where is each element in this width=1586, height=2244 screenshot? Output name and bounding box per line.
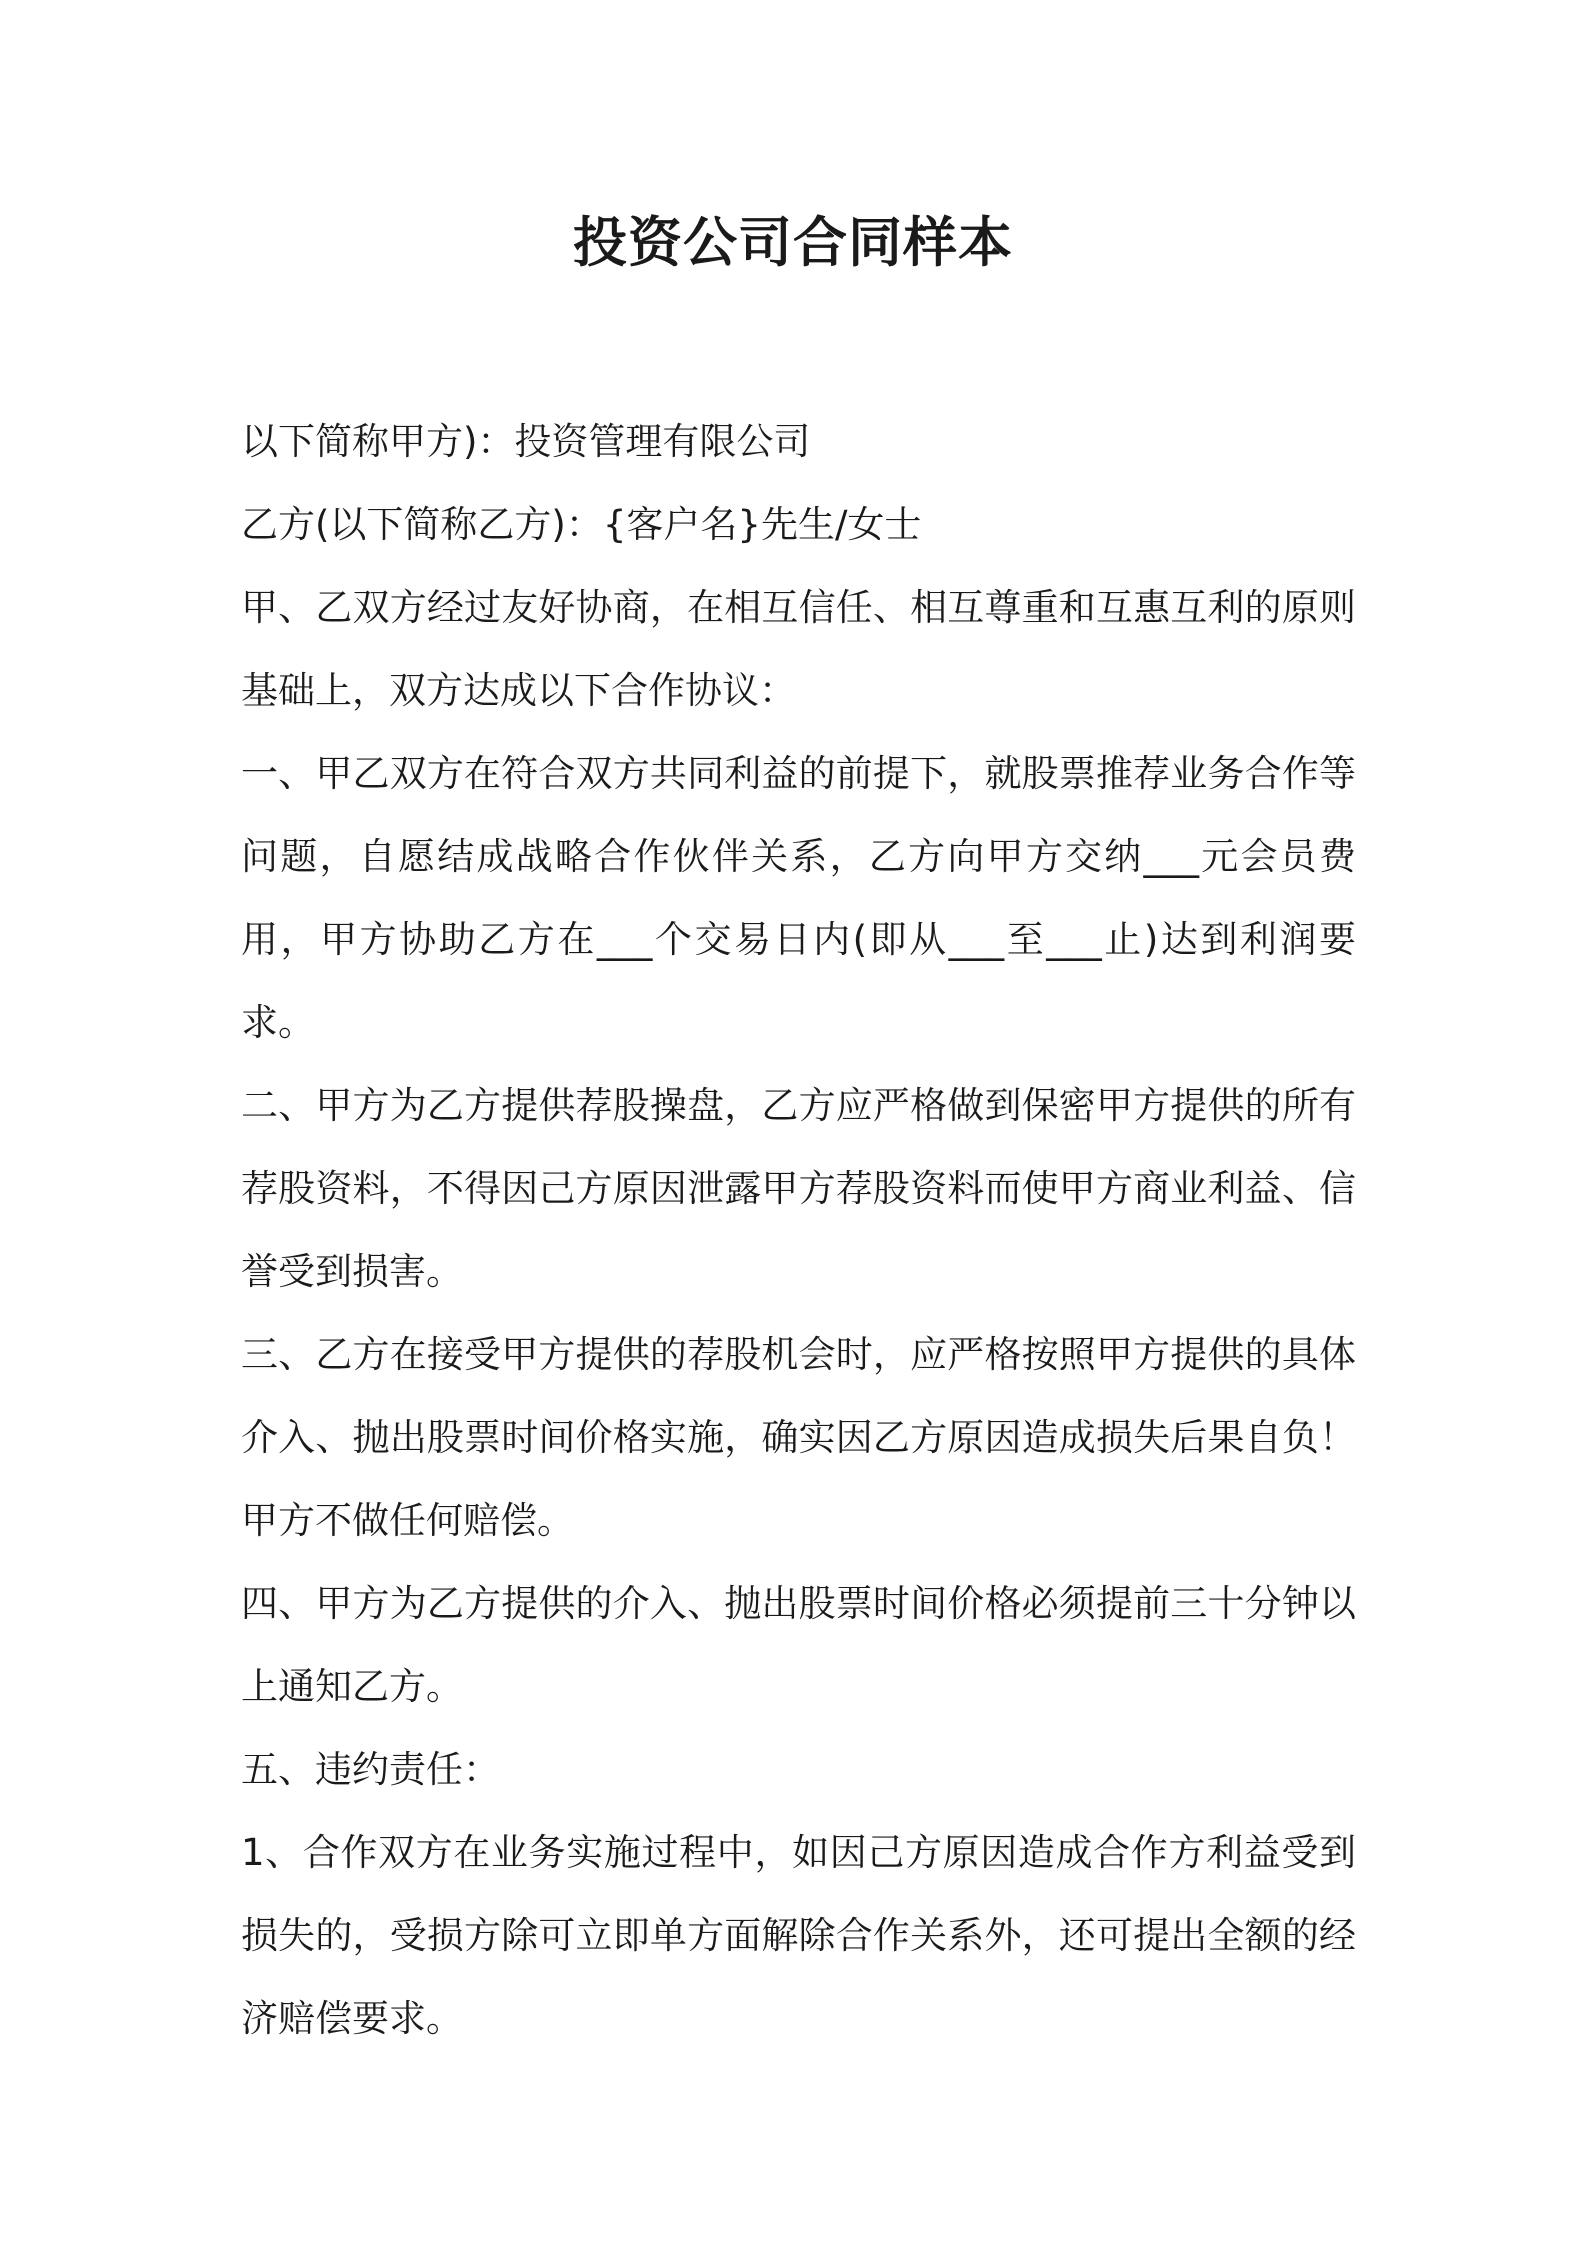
clause-5-heading: 五、违约责任： <box>241 1748 500 1791</box>
party-a-line: 以下简称甲方)：投资管理有限公司 <box>241 420 811 463</box>
clause-4: 四、甲方为乙方提供的介入、抛出股票时间价格必须提前三十分钟以上通知乙方。 <box>241 1582 1356 1708</box>
clause-5-item-1: 1、合作双方在业务实施过程中，如因己方原因造成合作方利益受到损失的，受损方除可立即单方面解除合作关系外，还可提出全额的经济赔偿要求。 <box>241 1831 1356 2040</box>
clause-2: 二、甲方为乙方提供荐股操盘，乙方应严格做到保密甲方提供的所有荐股资料，不得因己方原因泄露甲方荐股资料而使甲方商业利益、信誉受到损害。 <box>241 1084 1356 1293</box>
preamble-paragraph: 甲、乙双方经过友好协商，在相互信任、相互尊重和互惠互利的原则基础上，双方达成以下合作协议： <box>241 586 1356 712</box>
clause-1: 一、甲乙双方在符合双方共同利益的前提下，就股票推荐业务合作等问题，自愿结成战略合作伙伴关系，乙方向甲方交纳___元会员费用，甲方协助乙方在___个交易日内(即从___至___止)达到利润要求。 <box>241 752 1356 1044</box>
party-b-line: 乙方(以下简称乙方)：{客户名}先生/女士 <box>241 503 922 546</box>
clause-3: 三、乙方在接受甲方提供的荐股机会时，应严格按照甲方提供的具体介入、抛出股票时间价格实施，确实因乙方原因造成损失后果自负！甲方不做任何赔偿。 <box>241 1333 1356 1542</box>
document-title: 投资公司合同样本 <box>573 211 1013 274</box>
document-body <box>241 400 1356 2060</box>
